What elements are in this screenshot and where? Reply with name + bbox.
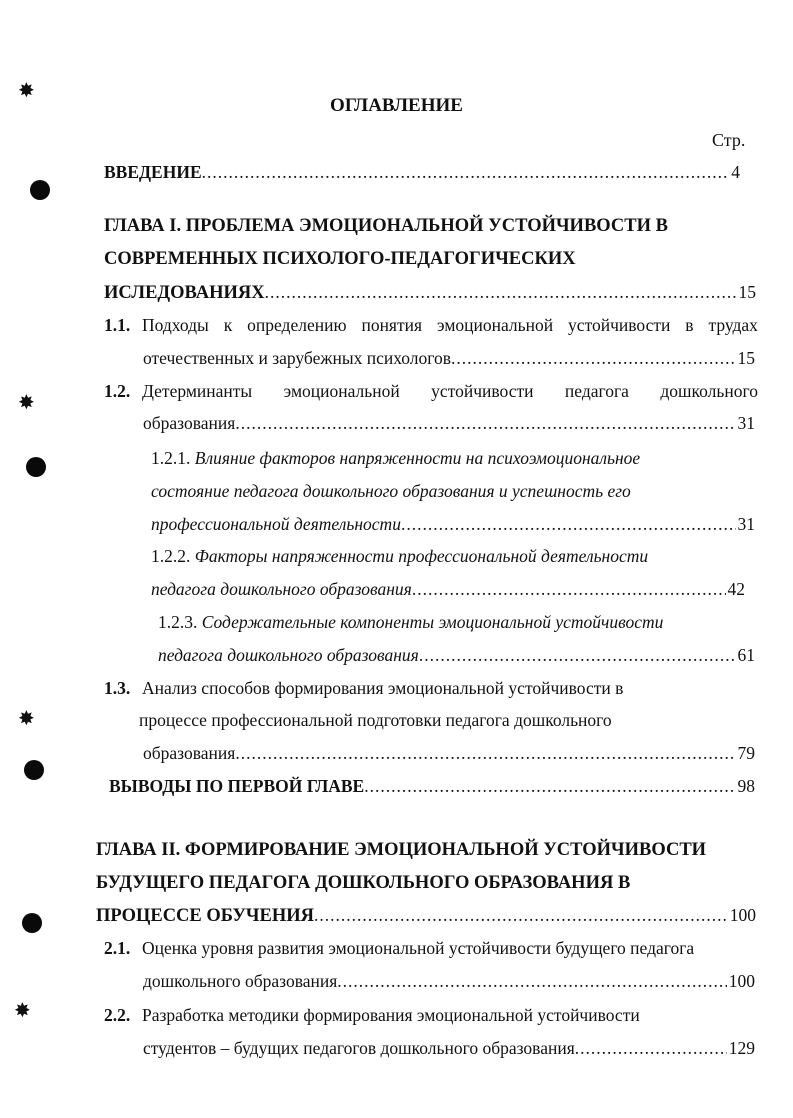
punch-hole xyxy=(24,760,44,780)
toc-entry-1-2-line1 xyxy=(104,381,758,402)
page-number: 4 xyxy=(731,162,740,182)
toc-entry-1-2-line2 xyxy=(143,413,755,434)
entry-label: ПРОЦЕССЕ ОБУЧЕНИЯ xyxy=(96,906,314,926)
entry-label: образования xyxy=(143,743,236,763)
entry-label: Анализ способов формирования эмоциональной устойчивости в xyxy=(142,678,624,698)
entry-label: отечественных и зарубежных психологов xyxy=(143,348,452,368)
word: устойчивости xyxy=(568,315,671,335)
entry-label: профессиональной деятельности xyxy=(151,514,401,534)
word: понятия xyxy=(361,315,423,335)
entry-label: ИСЛЕДОВАНИЯХ xyxy=(104,283,265,303)
toc-entry-1-3-line2: процессе профессиональной подготовки педагога дошкольного xyxy=(139,710,612,730)
toc-entry-1-2-1-line1 xyxy=(151,448,640,469)
section-number: 1.3. xyxy=(104,678,131,698)
toc-entry-1-2-1-line2: состояние педагога дошкольного образования и успешность его xyxy=(151,481,631,501)
page-column-label: Стр. xyxy=(712,130,746,150)
leader-dots xyxy=(419,645,736,666)
word: устойчивости xyxy=(431,381,534,401)
toc-entry-2-1-line1 xyxy=(104,938,694,959)
punch-hole xyxy=(30,180,50,200)
toc-entry-1-2-3-line2 xyxy=(158,645,755,666)
leader-dots xyxy=(337,971,726,992)
chapter1-heading-line1: ГЛАВА I. ПРОБЛЕМА ЭМОЦИОНАЛЬНОЙ УСТОЙЧИВОСТИ В xyxy=(104,216,668,236)
leader-dots xyxy=(401,514,736,535)
section-number: 1.2.3. xyxy=(158,612,198,632)
binder-mark-icon: ✸ xyxy=(18,80,35,102)
toc-entry-2-2-line1 xyxy=(104,1005,640,1026)
entry-label: студентов – будущих педагогов дошкольного образования xyxy=(143,1038,575,1058)
toc-entry-1-2-1-line3 xyxy=(151,514,755,535)
section-number: 2.1. xyxy=(104,938,131,958)
entry-label: Содержательные компоненты эмоциональной устойчивости xyxy=(201,612,664,632)
toc-title: ОГЛАВЛЕНИЕ xyxy=(330,95,463,116)
leader-dots xyxy=(412,579,726,600)
word: трудах xyxy=(708,315,758,335)
section-number: 1.2.1. xyxy=(151,448,191,468)
leader-dots xyxy=(202,162,730,183)
section-number: 1.2. xyxy=(104,381,131,401)
toc-entry-1-2-3-line1 xyxy=(158,612,663,633)
page-number: 100 xyxy=(728,971,755,991)
chapter2-heading-line1: ГЛАВА II. ФОРМИРОВАНИЕ ЭМОЦИОНАЛЬНОЙ УСТОЙЧИВОСТИ xyxy=(96,840,707,860)
section-number: 2.2. xyxy=(104,1005,131,1025)
word: Подходы xyxy=(142,315,209,335)
toc-entry-2-2-line2 xyxy=(143,1038,755,1059)
entry-label: ВВЕДЕНИЕ xyxy=(104,162,202,182)
word: определению xyxy=(247,315,347,335)
entry-label: Разработка методики формирования эмоциональной устойчивости xyxy=(142,1005,640,1025)
justified-text xyxy=(142,315,758,336)
word: Детерминанты xyxy=(142,381,253,401)
leader-dots xyxy=(314,905,728,926)
binder-mark-icon: ✸ xyxy=(14,1000,31,1022)
page-number: 129 xyxy=(728,1038,755,1058)
page-number: 79 xyxy=(737,743,755,763)
toc-entry-chapter1 xyxy=(104,282,756,304)
entry-label: педагога дошкольного образования xyxy=(158,645,419,665)
leader-dots xyxy=(451,348,735,369)
word: в xyxy=(685,315,694,335)
page-number: 98 xyxy=(737,776,755,796)
section-number: 1.1. xyxy=(104,315,131,335)
entry-label: Факторы напряженности профессиональной деятельности xyxy=(194,546,649,566)
word: эмоциональной xyxy=(436,315,554,335)
page-number: 42 xyxy=(727,579,745,599)
word: эмоциональной xyxy=(283,381,400,401)
toc-entry-conclusions1 xyxy=(109,776,755,797)
chapter1-heading-line2: СОВРЕМЕННЫХ ПСИХОЛОГО-ПЕДАГОГИЧЕСКИХ xyxy=(104,249,576,269)
entry-label: образования xyxy=(143,413,236,433)
binder-mark-icon: ✸ xyxy=(18,392,35,414)
justified-text xyxy=(142,381,758,402)
toc-entry-1-1-line2 xyxy=(143,348,755,369)
leader-dots xyxy=(364,776,735,797)
page-number: 31 xyxy=(737,514,755,534)
punch-hole xyxy=(26,457,46,477)
toc-entry-1-1-line1 xyxy=(104,315,758,336)
entry-label: Влияние факторов напряженности на психоэмоциональное xyxy=(194,448,641,468)
toc-entry-2-1-line2 xyxy=(143,971,755,992)
page-number: 15 xyxy=(737,348,755,368)
leader-dots xyxy=(575,1038,727,1059)
entry-label: педагога дошкольного образования xyxy=(151,579,412,599)
toc-entry-1-3-line3 xyxy=(143,743,755,764)
toc-entry-1-2-2-line1 xyxy=(151,546,648,567)
toc-entry-intro xyxy=(104,162,740,183)
word: дошкольного xyxy=(660,381,758,401)
toc-entry-chapter2 xyxy=(96,905,756,927)
leader-dots xyxy=(265,282,737,303)
entry-label: дошкольного образования xyxy=(143,971,338,991)
toc-entry-1-3-line1 xyxy=(104,678,623,699)
entry-label: Оценка уровня развития эмоциональной устойчивости будущего педагога xyxy=(142,938,695,958)
word: к xyxy=(223,315,233,335)
entry-label: ВЫВОДЫ ПО ПЕРВОЙ ГЛАВЕ xyxy=(109,776,365,796)
page-number: 61 xyxy=(737,645,755,665)
page-number: 15 xyxy=(738,282,756,302)
word: педагога xyxy=(564,381,629,401)
toc-entry-1-2-2-line2 xyxy=(151,579,745,600)
leader-dots xyxy=(235,413,735,434)
binder-mark-icon: ✸ xyxy=(18,708,35,730)
punch-hole xyxy=(22,913,42,933)
leader-dots xyxy=(235,743,735,764)
page-number: 100 xyxy=(729,905,756,925)
chapter2-heading-line2: БУДУЩЕГО ПЕДАГОГА ДОШКОЛЬНОГО ОБРАЗОВАНИЯ В xyxy=(96,873,631,893)
page-number: 31 xyxy=(737,413,755,433)
section-number: 1.2.2. xyxy=(151,546,191,566)
